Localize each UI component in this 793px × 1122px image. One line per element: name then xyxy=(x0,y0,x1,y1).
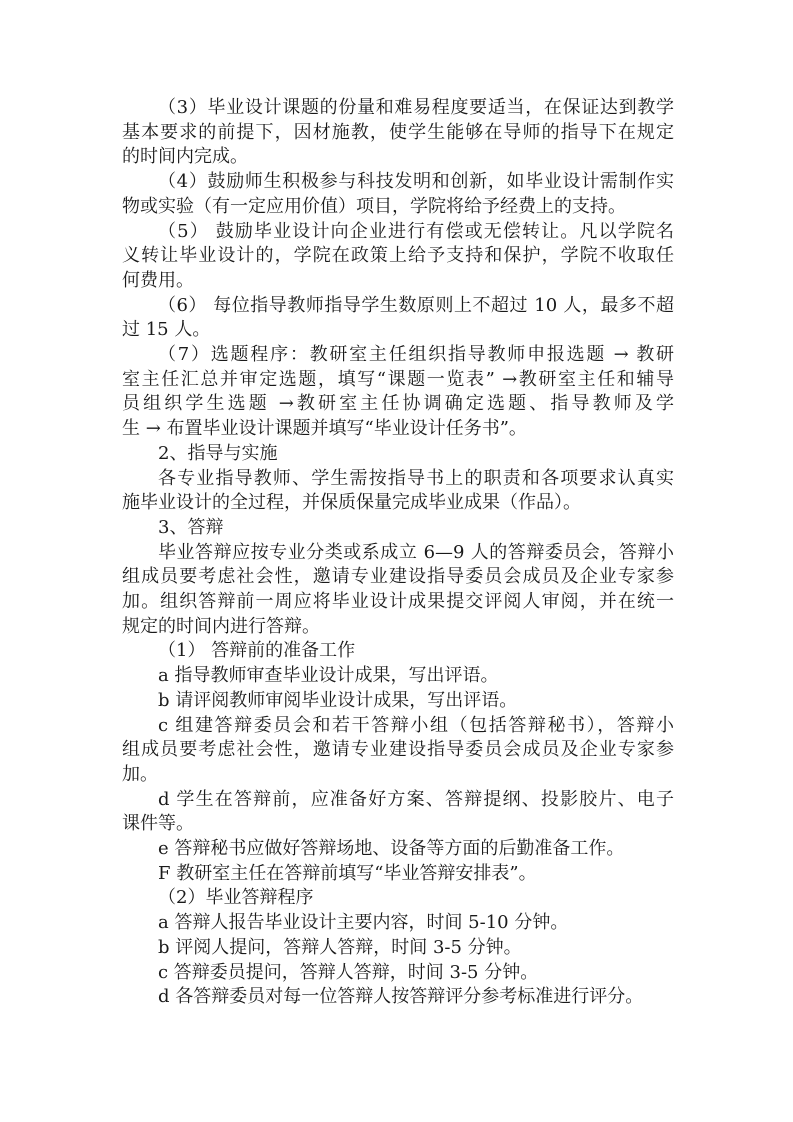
text-line: （1） 答辩前的准备工作 xyxy=(158,640,356,661)
text-line: 课件等。 xyxy=(122,813,194,834)
text-line: d 学生在答辩前，应准备好方案、答辩提纲、投影胶片、电子 xyxy=(158,789,674,810)
text-line: （3）毕业设计课题的份量和难易程度要适当，在保证达到教学 xyxy=(158,97,674,118)
text-line: 规定的时间内进行答辩。 xyxy=(122,616,320,637)
text-line: 各专业指导教师、学生需按指导书上的职责和各项要求认真实 xyxy=(158,468,674,489)
text-line: e 答辩秘书应做好答辩场地、设备等方面的后勤准备工作。 xyxy=(158,838,625,859)
text-line: 施毕业设计的全过程，并保质保量完成毕业成果（作品）。 xyxy=(122,492,581,513)
text-line: c 组建答辩委员会和若干答辩小组（包括答辩秘书），答辩小 xyxy=(158,715,674,736)
text-line: b 请评阅教师审阅毕业设计成果，写出评语。 xyxy=(158,690,518,711)
text-line: 组成员要考虑社会性，邀请专业建设指导委员会成员及企业专家参 xyxy=(122,739,674,760)
text-line: 2、指导与实施 xyxy=(158,443,278,464)
text-line: 物或实验（有一定应用价值）项目，学院将给予经费上的支持。 xyxy=(122,196,626,217)
text-line: 的时间内完成。 xyxy=(122,146,248,167)
text-line: （4）鼓励师生积极参与科技发明和创新，如毕业设计需制作实 xyxy=(158,171,674,192)
text-line: 室主任汇总并审定选题，填写“课题一览表” →教研室主任和辅导 xyxy=(122,369,674,390)
text-line: 过 15 人。 xyxy=(122,319,211,340)
text-line: 加。 xyxy=(122,764,158,785)
text-line: a 指导教师审查毕业设计成果，写出评语。 xyxy=(158,665,499,686)
text-line: 何费用。 xyxy=(122,270,194,291)
text-line: 毕业答辩应按专业分类或系成立 6—9 人的答辩委员会，答辩小 xyxy=(158,542,674,563)
text-line: （6） 每位指导教师指导学生数原则上不超过 10 人，最多不超 xyxy=(158,295,674,316)
text-line: F 教研室主任在答辩前填写“毕业答辩安排表”。 xyxy=(158,863,537,884)
text-line: 3、答辩 xyxy=(158,517,224,538)
text-line: d 各答辩委员对每一位答辩人按答辩评分参考标准进行评分。 xyxy=(158,986,644,1007)
text-line: （2）毕业答辩程序 xyxy=(158,887,314,908)
text-line: （5） 鼓励毕业设计向企业进行有偿或无偿转让。凡以学院名 xyxy=(158,221,674,242)
text-line: 生 → 布置毕业设计课题并填写“毕业设计任务书”。 xyxy=(122,418,527,439)
text-line: 加。组织答辩前一周应将毕业设计成果提交评阅人审阅，并在统一 xyxy=(122,591,674,612)
text-line: b 评阅人提问，答辩人答辩，时间 3-5 分钟。 xyxy=(158,937,522,958)
text-line: 组成员要考虑社会性，邀请专业建设指导委员会成员及企业专家参 xyxy=(122,566,674,587)
text-line: 义转让毕业设计的，学院在政策上给予支持和保护，学院不收取任 xyxy=(122,245,674,266)
text-line: c 答辩委员提问，答辩人答辩，时间 3-5 分钟。 xyxy=(158,962,539,983)
text-line: 基本要求的前提下，因材施教，使学生能够在导师的指导下在规定 xyxy=(122,122,674,143)
text-line: a 答辩人报告毕业设计主要内容，时间 5-10 分钟。 xyxy=(158,912,569,933)
text-line: 员组织学生选题 →教研室主任协调确定选题、指导教师及学 xyxy=(122,393,674,414)
text-line: （7）选题程序：教研室主任组织指导教师申报选题 → 教研 xyxy=(158,344,674,365)
